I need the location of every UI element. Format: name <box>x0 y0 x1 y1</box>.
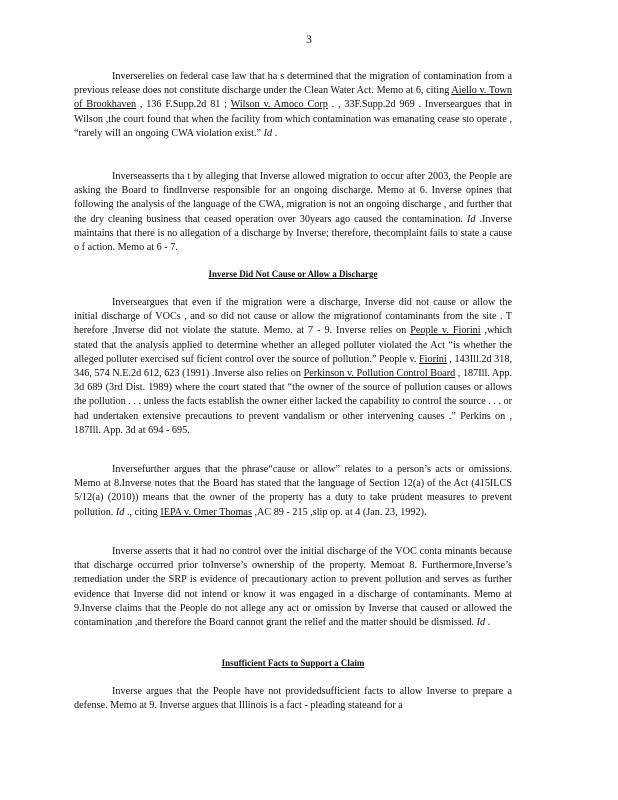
id-citation: Id <box>467 213 476 225</box>
text-run: , 143Ill.2d 318, 346, 574 N.E.2d 612, 623 (1991) .Inverse also relies on <box>74 353 513 380</box>
text-run: ., citing <box>124 506 161 518</box>
text-run: Inverseasserts tha t by alleging that Inverse allowed migration to occur after 2003, the People are asking the Board to findInverse responsible for an ongoing discharge. Memo at 6. Inverse opines that following the analysis of the language of the CWA, migration is not an ongoing discharge , and further that the dry cleaning business that ceased operation over 30years ago caused the contamination. <box>74 171 512 225</box>
text-run: ,which stated that the analysis applied to determine whether an alleged polluter violated the Act “is whether the alleged polluter exercised suf ficient control over the source of pollution.” People v. <box>74 325 512 365</box>
text-run: Inversefurther argues that the phrase“cause or allow” relates to a person’s acts or omissions. Memo at 8.Inverse notes that the Board has stated that the language of Section 12(a) of the Act (415ILCS 5/12(a) (2010)) means that the owner of the property has a duty to take prudent measures to prevent pollution. <box>74 464 512 518</box>
paragraph-2 <box>74 170 512 255</box>
case-citation: Aiello v. Town of Brookhaven <box>74 85 512 111</box>
text-run: ,AC 89 - 215 ,slip op. at 4 (Jan. 23, 1992). <box>251 506 427 518</box>
text-run: Inverse asserts that it had no control over the initial discharge of the VOC conta minants because that discharge occurred prior toInverse’s ownership of the property. Memoat 8. Furthermore,Inverse’s remediation under the SRP is evidence of precautionary action to prevent pollution and serves as further evidence that Inverse did not intend or know it was engaged in a discharge of contaminants. Memo at 9.Inverse claims that the People do not allege any act or omission by Inverse that caused or allowed the contamination ,and therefore the Board cannot grant the relief and the matter should be dismissed. <box>74 546 512 629</box>
paragraph-5 <box>74 545 512 630</box>
text-run: , 136 F.Supp.2d 81 ; <box>136 99 231 111</box>
id-citation: Id <box>263 127 273 139</box>
text-run: Inverserelies on federal case law that ha s determined that the migration of contamination from a previous release does not constitute discharge under the Clean Water Act. Memo at 6, citing <box>74 71 512 97</box>
page-number: 3 <box>306 34 312 46</box>
paragraph-3 <box>74 296 512 438</box>
paragraph-6 <box>74 685 512 713</box>
text-run: Inverseargues that even if the migration were a discharge, Inverse did not cause or allow the initial discharge of VOCs , and so did not cause or allow the migrationof contaminants from the site . T herefore ,Inverse did not violate the statute. Memo. at 7 - 9. Inverse relies on <box>74 297 512 337</box>
paragraph-1 <box>74 70 512 141</box>
text-run: .Inverse maintains that there is no allegation of a discharge by Inverse; therefore, thecomplaint fails to state a cause o f action. Memo at 6 - 7. <box>74 213 513 254</box>
case-citation: Perkinson v. Pollution Control Board <box>303 368 456 380</box>
case-citation: People v. Fiorini <box>410 325 481 337</box>
text-run: . <box>485 617 491 629</box>
text-run: Inverse argues that the People have not providedsufficient facts to allow Inverse to prepare a defense. Memo at 9. Inverse argues that Illinois is a fact - pleading stateand for a <box>74 686 512 712</box>
id-citation: Id <box>476 617 486 629</box>
case-citation: IEPA v. Omer Thomas <box>160 506 252 518</box>
case-citation: Fiorini <box>418 353 447 365</box>
id-citation: Id <box>115 506 125 518</box>
text-run: . <box>272 127 278 139</box>
paragraph-4 <box>74 463 512 520</box>
section-heading-did-not-cause <box>74 268 512 280</box>
section-heading-insufficient-facts <box>74 657 512 669</box>
heading-text: Inverse Did Not Cause or Allow a Discharge <box>208 269 378 279</box>
case-citation: Wilson v. Amoco Corp <box>230 99 328 111</box>
text-run: , 187Ill. App. 3d 689 (3rd Dist. 1989) where the court stated that “the owner of the source of pollution causes or allows the pollution . . . unless the facts establish the owner either lacked the capability to control the source . . . or had undertaken extensive precautions to prevent vandalism or other intervening causes .” Perkins on , 187Ill. App. 3d at 694 - 695. <box>74 368 512 436</box>
text-run: . , 33F.Supp.2d 969 . Inverseargues that in Wilson ,the court found that when the facility from which contamination was emanating cease sto operate , “rarely will an ongoing CWA violation exist.” <box>74 99 512 139</box>
heading-text: Insufficient Facts to Support a Claim <box>221 658 365 668</box>
